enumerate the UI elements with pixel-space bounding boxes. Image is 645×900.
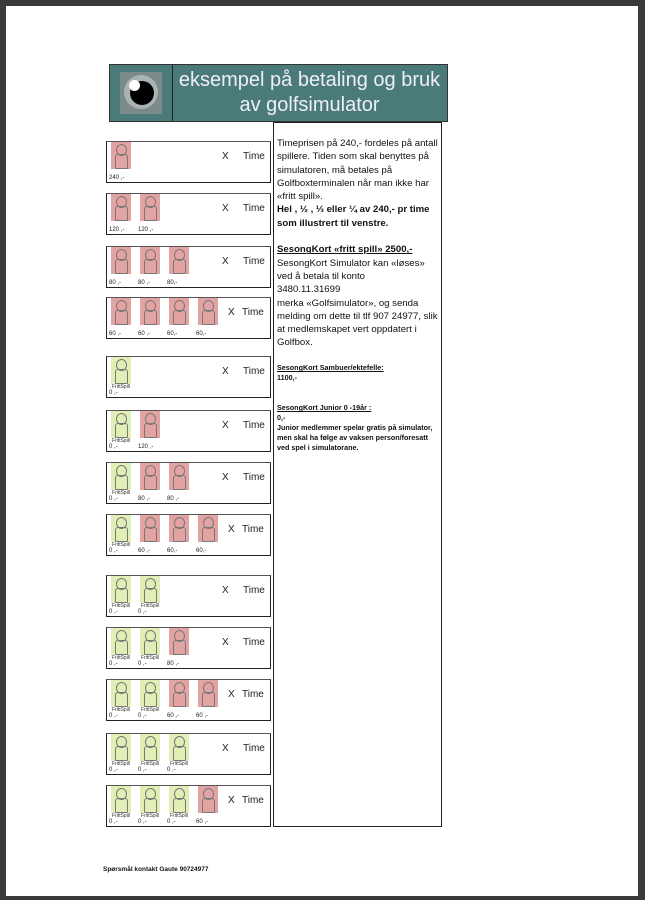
player (109, 786, 131, 825)
player-price: 60,- (167, 548, 178, 554)
player-label: FrittSpill (111, 813, 131, 819)
player-price: 60 ,- (138, 548, 151, 554)
player-price: 80,- (167, 280, 178, 286)
person-icon (111, 463, 131, 490)
player-price: 80 ,- (167, 496, 180, 502)
time-label: Time (243, 420, 265, 431)
player (138, 628, 160, 667)
time-label: Time (242, 524, 264, 535)
multiply-sign: X (222, 637, 229, 648)
player-price: 0 ,- (109, 819, 118, 825)
player (167, 515, 189, 554)
player (196, 298, 218, 337)
player-label: FrittSpill (111, 384, 131, 390)
player-price: 120 ,- (138, 227, 154, 233)
person-icon (111, 411, 131, 438)
player-price: 0 ,- (167, 819, 176, 825)
player (138, 786, 160, 825)
player (138, 463, 160, 502)
player (167, 298, 189, 337)
season-text: SesongKort Simulator kan «løses» ved å betala til konto (277, 257, 425, 282)
player-label: FrittSpill (111, 490, 131, 496)
account-number: 3480.11.31699 (277, 284, 341, 296)
person-icon (198, 680, 218, 707)
time-label: Time (242, 689, 264, 700)
player-label: FrittSpill (140, 707, 160, 713)
person-icon (140, 247, 160, 274)
player-price: 120 ,- (138, 444, 154, 450)
person-icon (140, 298, 160, 325)
player-label: FrittSpill (111, 761, 131, 767)
multiply-sign: X (222, 585, 229, 596)
player (138, 247, 160, 286)
time-label: Time (242, 307, 264, 318)
time-label: Time (243, 256, 265, 267)
person-icon (111, 357, 131, 384)
player (167, 628, 189, 667)
player (138, 680, 160, 719)
payment-row (106, 733, 271, 775)
multiply-sign: X (222, 743, 229, 754)
player-label: FrittSpill (140, 603, 160, 609)
person-icon (111, 628, 131, 655)
payment-row (106, 246, 271, 288)
multiply-sign: X (222, 203, 229, 214)
player (138, 515, 160, 554)
person-icon (140, 411, 160, 438)
player-price: 0 ,- (109, 444, 118, 450)
junior-heading: SesongKort Junior 0 -19år : (277, 403, 372, 413)
player-label: FrittSpill (140, 655, 160, 661)
person-icon (111, 734, 131, 761)
player (138, 194, 160, 233)
person-icon (111, 515, 131, 542)
person-icon (140, 786, 160, 813)
player (109, 411, 131, 450)
player-label: FrittSpill (140, 761, 160, 767)
player (138, 411, 160, 450)
player (167, 786, 189, 825)
person-icon (169, 515, 189, 542)
person-icon (198, 298, 218, 325)
person-icon (111, 680, 131, 707)
player (109, 463, 131, 502)
player-price: 0 ,- (138, 819, 147, 825)
player-price: 0 ,- (109, 390, 118, 396)
player (109, 680, 131, 719)
player-price: 120 ,- (109, 227, 125, 233)
junior-text: Junior medlemmer spelar gratis på simulator, men skal ha følge av vaksen person/foresatt ved spel i simulatorane. (277, 423, 433, 453)
person-icon (140, 576, 160, 603)
player-price: 80 ,- (109, 280, 122, 286)
player-label: FrittSpill (111, 655, 131, 661)
payment-row (106, 141, 271, 183)
payment-row (106, 356, 271, 398)
player-label: FrittSpill (111, 603, 131, 609)
player (109, 298, 131, 337)
time-label: Time (243, 203, 265, 214)
time-label: Time (243, 637, 265, 648)
person-icon (140, 194, 160, 221)
payment-row (106, 575, 271, 617)
partner-price: 1100,- (277, 373, 297, 383)
player-price: 60 ,- (196, 713, 209, 719)
player (109, 734, 131, 773)
person-icon (111, 247, 131, 274)
player-price: 0 ,- (138, 609, 147, 615)
player-price: 0 ,- (138, 713, 147, 719)
player-price: 0 ,- (109, 496, 118, 502)
multiply-sign: X (222, 366, 229, 377)
player-price: 0 ,- (109, 661, 118, 667)
player (196, 680, 218, 719)
payment-row (106, 462, 271, 504)
player (109, 576, 131, 615)
player (109, 194, 131, 233)
player (196, 786, 218, 825)
player-price: 80 ,- (138, 496, 151, 502)
time-label: Time (243, 472, 265, 483)
person-icon (111, 298, 131, 325)
player-label: FrittSpill (111, 707, 131, 713)
person-icon (169, 247, 189, 274)
player (138, 734, 160, 773)
intro-text: Timeprisen på 240,- fordeles på antall spillere. Tiden som skal benyttes på simulatoren, må betales på Golfboxterminalen når man ikke har «fritt spill». (277, 138, 438, 203)
player (138, 298, 160, 337)
title-banner (109, 64, 448, 122)
page-title: eksempel på betaling og bruk av golfsimulator (178, 69, 441, 116)
player-price: 0 ,- (109, 609, 118, 615)
player-label: FrittSpill (111, 542, 131, 548)
multiply-sign: X (228, 307, 235, 318)
person-icon (140, 734, 160, 761)
player-price: 60 ,- (196, 819, 209, 825)
player (167, 734, 189, 773)
person-icon (111, 142, 131, 169)
player-price: 60 ,- (167, 713, 180, 719)
player-price: 60,- (196, 331, 207, 337)
payment-row (106, 514, 271, 556)
player-label: FrittSpill (140, 813, 160, 819)
player-price: 0 ,- (138, 661, 147, 667)
person-icon (198, 515, 218, 542)
player-label: FrittSpill (169, 813, 189, 819)
player (167, 463, 189, 502)
person-icon (111, 576, 131, 603)
player (167, 680, 189, 719)
person-icon (169, 786, 189, 813)
partner-heading: SesongKort Sambuer/ektefelle: (277, 363, 384, 373)
payment-row (106, 193, 271, 235)
multiply-sign: X (222, 256, 229, 267)
payment-row (106, 627, 271, 669)
player-label: FrittSpill (169, 761, 189, 767)
time-label: Time (243, 743, 265, 754)
time-label: Time (243, 585, 265, 596)
multiply-sign: X (228, 524, 235, 535)
season-heading: SesongKort «fritt spill» 2500,- (277, 244, 413, 256)
intro-bold: Hel , ½ , ⅓ eller ¼ av 240,- pr time som illustrert til venstre. (277, 204, 430, 229)
player-price: 240 ,- (109, 175, 125, 181)
person-icon (169, 734, 189, 761)
multiply-sign: X (228, 795, 235, 806)
player (109, 142, 131, 181)
player (109, 515, 131, 554)
person-icon (169, 463, 189, 490)
player-price: 0 ,- (167, 767, 176, 773)
person-icon (169, 680, 189, 707)
person-icon (111, 194, 131, 221)
player-price: 0 ,- (109, 713, 118, 719)
player-price: 80 ,- (167, 661, 180, 667)
player-price: 80 ,- (138, 280, 151, 286)
eye-icon (110, 65, 173, 121)
time-label: Time (243, 366, 265, 377)
payment-row (106, 785, 271, 827)
multiply-sign: X (222, 420, 229, 431)
player-price: 60,- (196, 548, 207, 554)
payment-row (106, 410, 271, 452)
player (109, 357, 131, 396)
payment-row (106, 297, 271, 339)
player-price: 0 ,- (138, 767, 147, 773)
person-icon (111, 786, 131, 813)
player (109, 247, 131, 286)
footer-contact: Spørsmål kontakt Gaute 90724977 (103, 866, 209, 873)
player (196, 515, 218, 554)
info-box (273, 122, 442, 827)
person-icon (140, 463, 160, 490)
player-price: 60 ,- (109, 331, 122, 337)
junior-price: 0,- (277, 413, 286, 423)
multiply-sign: X (222, 472, 229, 483)
person-icon (169, 298, 189, 325)
player-price: 0 ,- (109, 767, 118, 773)
person-icon (140, 680, 160, 707)
time-label: Time (243, 151, 265, 162)
person-icon (140, 515, 160, 542)
player-price: 60,- (167, 331, 178, 337)
payment-row (106, 679, 271, 721)
person-icon (198, 786, 218, 813)
multiply-sign: X (228, 689, 235, 700)
season-text-2: merka «Golfsimulator», og senda melding om dette til tlf 907 24977, slik at medlemskapet vert oppdatert i Golfbox. (277, 297, 438, 349)
person-icon (169, 628, 189, 655)
time-label: Time (242, 795, 264, 806)
player-label: FrittSpill (111, 438, 131, 444)
multiply-sign: X (222, 151, 229, 162)
player (109, 628, 131, 667)
person-icon (140, 628, 160, 655)
player (138, 576, 160, 615)
player-price: 60 ,- (138, 331, 151, 337)
player (167, 247, 189, 286)
player-price: 0 ,- (109, 548, 118, 554)
